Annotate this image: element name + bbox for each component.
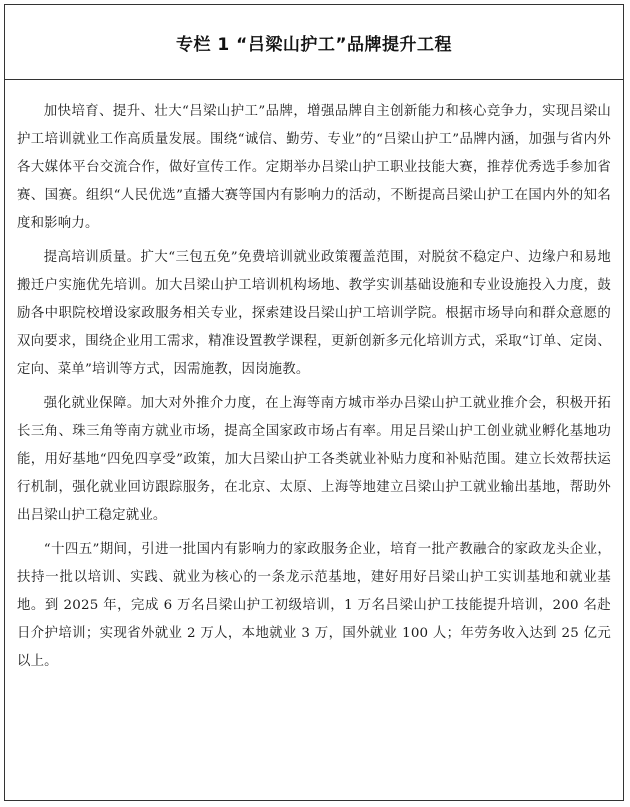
column-header <box>5 5 623 80</box>
paragraph-brand: 加快培育、提升、壮大“吕梁山护工”品牌，增强品牌自主创新能力和核心竞争力，实现吕梁山护工培训就业工作高质量发展。围绕“诚信、勤劳、专业”的“吕梁山护工”品牌内涵，加强与省内外各大媒体平台交流合作，做好宣传工作。定期举办吕梁山护工职业技能大赛，推荐优秀选手参加省赛、国赛。组织“人民优选”直播大赛等国内有影响力的活动，不断提高吕梁山护工在国内外的知名度和影响力。 <box>17 104 611 231</box>
column-title: 专栏 1 “吕梁山护工”品牌提升工程 <box>175 34 452 55</box>
column-body <box>5 80 623 676</box>
column-box <box>4 4 624 801</box>
paragraph-training: 提高培训质量。扩大“三包五免”免费培训就业政策覆盖范围，对脱贫不稳定户、边缘户和易地搬迁户实施优先培训。加大吕梁山护工培训机构场地、教学实训基础设施和专业设施投入力度，鼓励各中职院校增设家政服务相关专业，探索建设吕梁山护工培训学院。根据市场导向和群众意愿的双向要求，围绕企业用工需求，精准设置教学课程，更新创新多元化培训方式，采取“订单、定岗、定向、菜单”培训等方式，因需施教，因岗施教。 <box>17 250 611 377</box>
paragraph-targets: “十四五”期间，引进一批国内有影响力的家政服务企业，培育一批产教融合的家政龙头企业，扶持一批以培训、实践、就业为核心的一条龙示范基地，建好用好吕梁山护工实训基地和就业基地。到 2025 年，完成 6 万名吕梁山护工初级培训，1 万名吕梁山护工技能提升培训，200 名赴日介护培训；实现省外就业 2 万人，本地就业 3 万，国外就业 100 人；年劳务收入达到 25 亿元以上。 <box>17 542 611 669</box>
paragraph-employment: 强化就业保障。加大对外推介力度，在上海等南方城市举办吕梁山护工就业推介会，积极开拓长三角、珠三角等南方就业市场，提高全国家政市场占有率。用足吕梁山护工创业就业孵化基地功能，用好基地“四免四享受”政策，加大吕梁山护工各类就业补贴力度和补贴范围。建立长效帮扶运行机制，强化就业回访跟踪服务，在北京、太原、上海等地建立吕梁山护工就业输出基地，帮助外出吕梁山护工稳定就业。 <box>17 396 611 523</box>
